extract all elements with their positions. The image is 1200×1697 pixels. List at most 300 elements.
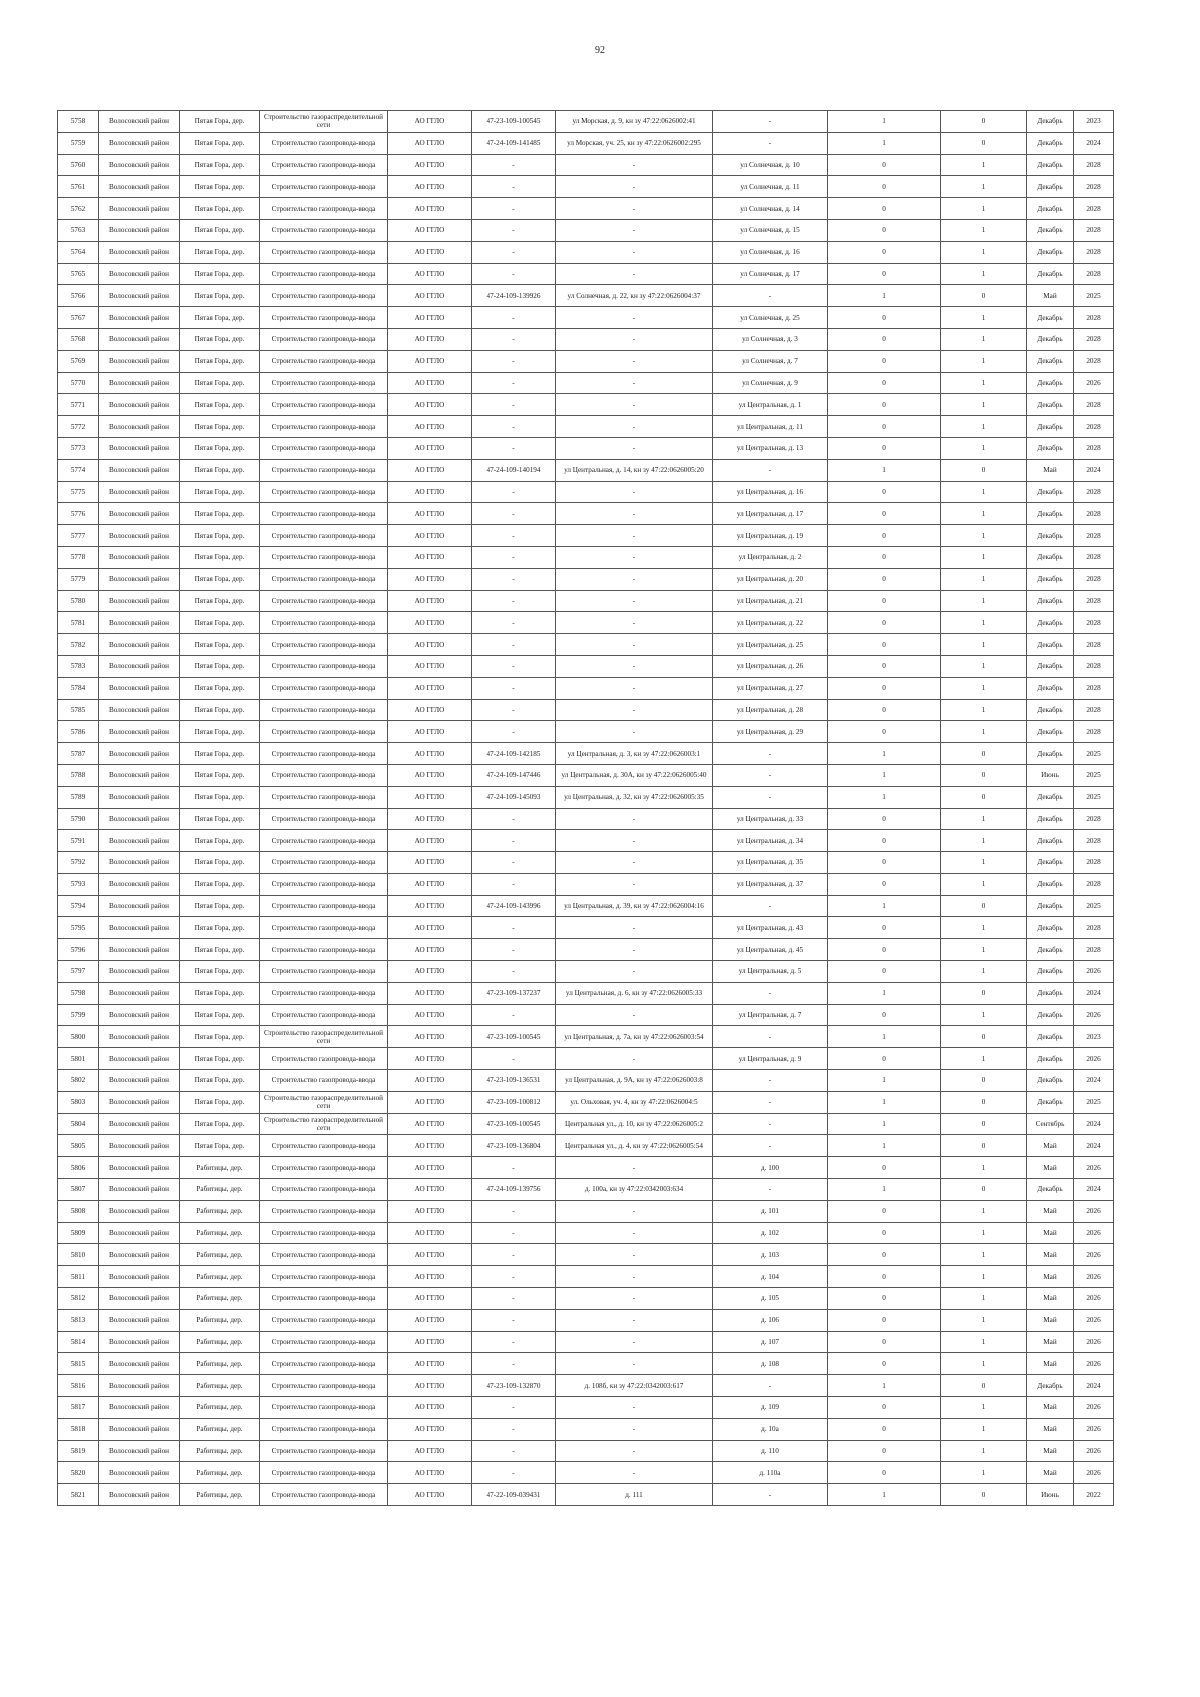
year-cell: 2024 [1074,459,1114,481]
contract-number-cell: 47-24-109-141485 [472,132,556,154]
district-cell: Волосовский район [99,394,180,416]
table-row [58,1331,1114,1353]
count-a-cell: 0 [828,655,941,677]
settlement-cell: Пятая Гора, дер. [180,1004,260,1026]
operator-cell: АО ГГЛО [388,917,472,939]
count-a-cell: 1 [828,132,941,154]
operator-cell: АО ГГЛО [388,1462,472,1484]
count-b-cell: 1 [941,416,1027,438]
settlement-cell: Рабитицы, дер. [180,1288,260,1310]
year-cell: 2024 [1074,1179,1114,1201]
cadastral-address-cell: - [556,873,713,895]
year-cell: 2028 [1074,830,1114,852]
row-number-cell: 5795 [58,917,99,939]
settlement-cell: Пятая Гора, дер. [180,176,260,198]
year-cell: 2023 [1074,1026,1114,1048]
month-cell: Декабрь [1027,677,1074,699]
work-type-cell: Строительство газопровода-ввода [260,394,388,416]
district-cell: Волосовский район [99,132,180,154]
operator-cell: АО ГГЛО [388,1288,472,1310]
operator-cell: АО ГГЛО [388,830,472,852]
month-cell: Декабрь [1027,1070,1074,1092]
contract-number-cell: 47-24-109-142185 [472,743,556,765]
month-cell: Май [1027,1353,1074,1375]
operator-cell: АО ГГЛО [388,1244,472,1266]
count-a-cell: 1 [828,1375,941,1397]
count-b-cell: 0 [941,132,1027,154]
count-b-cell: 1 [941,1397,1027,1419]
work-type-cell: Строительство газопровода-ввода [260,830,388,852]
year-cell: 2028 [1074,416,1114,438]
cadastral-address-cell: - [556,961,713,983]
address-cell: ул Центральная, д. 1 [713,394,828,416]
year-cell: 2024 [1074,1070,1114,1092]
address-cell: - [713,982,828,1004]
operator-cell: АО ГГЛО [388,1135,472,1157]
count-b-cell: 0 [941,111,1027,133]
month-cell: Декабрь [1027,437,1074,459]
cadastral-address-cell: - [556,503,713,525]
month-cell: Май [1027,1200,1074,1222]
operator-cell: АО ГГЛО [388,546,472,568]
count-a-cell: 1 [828,1026,941,1048]
work-type-cell: Строительство газопровода-ввода [260,154,388,176]
cadastral-address-cell: - [556,307,713,329]
count-a-cell: 1 [828,743,941,765]
district-cell: Волосовский район [99,1288,180,1310]
table-row [58,111,1114,133]
address-cell: ул Центральная, д. 43 [713,917,828,939]
count-b-cell: 1 [941,1266,1027,1288]
settlement-cell: Рабитицы, дер. [180,1266,260,1288]
district-cell: Волосовский район [99,481,180,503]
address-cell: - [713,285,828,307]
district-cell: Волосовский район [99,895,180,917]
settlement-cell: Пятая Гора, дер. [180,961,260,983]
page-number: 92 [595,45,605,56]
contract-number-cell: - [472,1222,556,1244]
operator-cell: АО ГГЛО [388,982,472,1004]
row-number-cell: 5812 [58,1288,99,1310]
count-a-cell: 0 [828,263,941,285]
count-b-cell: 1 [941,437,1027,459]
month-cell: Декабрь [1027,852,1074,874]
count-a-cell: 1 [828,786,941,808]
work-type-cell: Строительство газопровода-ввода [260,852,388,874]
contract-number-cell: - [472,481,556,503]
table-row [58,350,1114,372]
table-row [58,612,1114,634]
row-number-cell: 5793 [58,873,99,895]
table-row [58,132,1114,154]
cadastral-address-cell: - [556,416,713,438]
address-cell: - [713,895,828,917]
cadastral-address-cell: - [556,1266,713,1288]
settlement-cell: Пятая Гора, дер. [180,634,260,656]
operator-cell: АО ГГЛО [388,394,472,416]
work-type-cell: Строительство газопровода-ввода [260,1288,388,1310]
count-a-cell: 0 [828,241,941,263]
address-cell: ул Солнечная, д. 3 [713,328,828,350]
district-cell: Волосовский район [99,1200,180,1222]
count-b-cell: 1 [941,1353,1027,1375]
address-cell: - [713,1026,828,1048]
work-type-cell: Строительство газопровода-ввода [260,503,388,525]
district-cell: Волосовский район [99,241,180,263]
contract-number-cell: 47-24-109-139926 [472,285,556,307]
work-type-cell: Строительство газопровода-ввода [260,372,388,394]
count-b-cell: 1 [941,721,1027,743]
month-cell: Декабрь [1027,1048,1074,1070]
cadastral-address-cell: - [556,612,713,634]
count-b-cell: 0 [941,982,1027,1004]
district-cell: Волосовский район [99,743,180,765]
operator-cell: АО ГГЛО [388,961,472,983]
cadastral-address-cell: - [556,1048,713,1070]
year-cell: 2028 [1074,721,1114,743]
address-cell: ул Центральная, д. 13 [713,437,828,459]
work-type-cell: Строительство газопровода-ввода [260,764,388,786]
work-type-cell: Строительство газораспределительной сети [260,1113,388,1135]
cadastral-address-cell: - [556,328,713,350]
year-cell: 2026 [1074,1244,1114,1266]
district-cell: Волосовский район [99,677,180,699]
settlement-cell: Пятая Гора, дер. [180,895,260,917]
row-number-cell: 5778 [58,546,99,568]
month-cell: Декабрь [1027,219,1074,241]
operator-cell: АО ГГЛО [388,154,472,176]
operator-cell: АО ГГЛО [388,437,472,459]
table-row [58,655,1114,677]
cadastral-address-cell: - [556,590,713,612]
contract-number-cell: - [472,1004,556,1026]
row-number-cell: 5760 [58,154,99,176]
cadastral-address-cell: ул Морская, д. 9, кн зу 47:22:0626002:41 [556,111,713,133]
cadastral-address-cell: - [556,634,713,656]
row-number-cell: 5783 [58,655,99,677]
count-a-cell: 1 [828,1179,941,1201]
table-row [58,721,1114,743]
row-number-cell: 5814 [58,1331,99,1353]
year-cell: 2026 [1074,961,1114,983]
settlement-cell: Пятая Гора, дер. [180,307,260,329]
year-cell: 2026 [1074,1397,1114,1419]
operator-cell: АО ГГЛО [388,198,472,220]
contract-number-cell: - [472,1331,556,1353]
settlement-cell: Пятая Гора, дер. [180,1113,260,1135]
count-a-cell: 0 [828,1331,941,1353]
year-cell: 2028 [1074,808,1114,830]
contract-number-cell: 47-23-109-100545 [472,111,556,133]
row-number-cell: 5810 [58,1244,99,1266]
row-number-cell: 5820 [58,1462,99,1484]
address-cell: д. 107 [713,1331,828,1353]
contract-number-cell: - [472,612,556,634]
year-cell: 2028 [1074,176,1114,198]
count-a-cell: 0 [828,917,941,939]
settlement-cell: Рабитицы, дер. [180,1440,260,1462]
work-type-cell: Строительство газопровода-ввода [260,1222,388,1244]
cadastral-address-cell: - [556,1244,713,1266]
count-b-cell: 1 [941,176,1027,198]
count-a-cell: 0 [828,1244,941,1266]
district-cell: Волосовский район [99,1048,180,1070]
year-cell: 2028 [1074,852,1114,874]
count-a-cell: 0 [828,568,941,590]
cadastral-address-cell: ул. Ольховая, уч. 4, кн зу 47:22:0626004:5 [556,1091,713,1113]
row-number-cell: 5771 [58,394,99,416]
month-cell: Декабрь [1027,154,1074,176]
address-cell: д. 10а [713,1418,828,1440]
month-cell: Декабрь [1027,503,1074,525]
row-number-cell: 5787 [58,743,99,765]
year-cell: 2026 [1074,1353,1114,1375]
contract-number-cell: - [472,219,556,241]
count-b-cell: 1 [941,1222,1027,1244]
count-b-cell: 0 [941,1179,1027,1201]
address-cell: ул Центральная, д. 20 [713,568,828,590]
contract-number-cell: 47-23-109-100545 [472,1026,556,1048]
count-a-cell: 1 [828,764,941,786]
settlement-cell: Пятая Гора, дер. [180,699,260,721]
settlement-cell: Пятая Гора, дер. [180,1135,260,1157]
settlement-cell: Рабитицы, дер. [180,1179,260,1201]
cadastral-address-cell: - [556,1462,713,1484]
work-type-cell: Строительство газопровода-ввода [260,873,388,895]
settlement-cell: Пятая Гора, дер. [180,743,260,765]
address-cell: ул Центральная, д. 2 [713,546,828,568]
year-cell: 2024 [1074,982,1114,1004]
count-b-cell: 1 [941,154,1027,176]
work-type-cell: Строительство газопровода-ввода [260,634,388,656]
count-b-cell: 1 [941,612,1027,634]
settlement-cell: Пятая Гора, дер. [180,459,260,481]
settlement-cell: Пятая Гора, дер. [180,285,260,307]
district-cell: Волосовский район [99,917,180,939]
table-row [58,808,1114,830]
year-cell: 2026 [1074,1222,1114,1244]
district-cell: Волосовский район [99,1091,180,1113]
work-type-cell: Строительство газопровода-ввода [260,241,388,263]
row-number-cell: 5785 [58,699,99,721]
count-b-cell: 1 [941,1004,1027,1026]
table-row [58,328,1114,350]
count-a-cell: 1 [828,1484,941,1506]
district-cell: Волосовский район [99,590,180,612]
settlement-cell: Пятая Гора, дер. [180,939,260,961]
table-row [58,873,1114,895]
contract-number-cell: 47-24-109-139756 [472,1179,556,1201]
district-cell: Волосовский район [99,568,180,590]
operator-cell: АО ГГЛО [388,1179,472,1201]
month-cell: Май [1027,1440,1074,1462]
address-cell: - [713,1113,828,1135]
work-type-cell: Строительство газопровода-ввода [260,459,388,481]
count-b-cell: 0 [941,1026,1027,1048]
row-number-cell: 5777 [58,525,99,547]
cadastral-address-cell: ул Центральная, д. 30А, кн зу 47:22:0626005:40 [556,764,713,786]
cadastral-address-cell: - [556,1353,713,1375]
contract-number-cell: - [472,721,556,743]
settlement-cell: Рабитицы, дер. [180,1309,260,1331]
cadastral-address-cell: ул Центральная, д. 9А, кн зу 47:22:0626003:8 [556,1070,713,1092]
month-cell: Май [1027,459,1074,481]
row-number-cell: 5816 [58,1375,99,1397]
contract-number-cell: 47-24-109-143996 [472,895,556,917]
district-cell: Волосовский район [99,111,180,133]
cadastral-address-cell: - [556,241,713,263]
count-a-cell: 0 [828,350,941,372]
year-cell: 2024 [1074,1135,1114,1157]
table-row [58,1026,1114,1048]
operator-cell: АО ГГЛО [388,568,472,590]
month-cell: Декабрь [1027,895,1074,917]
month-cell: Декабрь [1027,655,1074,677]
count-b-cell: 1 [941,961,1027,983]
settlement-cell: Пятая Гора, дер. [180,525,260,547]
year-cell: 2028 [1074,590,1114,612]
cadastral-address-cell: - [556,808,713,830]
count-b-cell: 1 [941,1331,1027,1353]
work-type-cell: Строительство газопровода-ввода [260,328,388,350]
table-row [58,1048,1114,1070]
count-b-cell: 1 [941,1244,1027,1266]
work-type-cell: Строительство газопровода-ввода [260,481,388,503]
work-type-cell: Строительство газопровода-ввода [260,1440,388,1462]
year-cell: 2024 [1074,1375,1114,1397]
row-number-cell: 5817 [58,1397,99,1419]
row-number-cell: 5758 [58,111,99,133]
cadastral-address-cell: - [556,1200,713,1222]
district-cell: Волосовский район [99,503,180,525]
settlement-cell: Рабитицы, дер. [180,1397,260,1419]
work-type-cell: Строительство газопровода-ввода [260,895,388,917]
row-number-cell: 5765 [58,263,99,285]
table-row [58,1440,1114,1462]
work-type-cell: Строительство газопровода-ввода [260,743,388,765]
cadastral-address-cell: - [556,394,713,416]
contract-number-cell: - [472,241,556,263]
work-type-cell: Строительство газопровода-ввода [260,1353,388,1375]
row-number-cell: 5781 [58,612,99,634]
district-cell: Волосовский район [99,416,180,438]
table-row [58,961,1114,983]
count-b-cell: 0 [941,1113,1027,1135]
operator-cell: АО ГГЛО [388,263,472,285]
settlement-cell: Рабитицы, дер. [180,1157,260,1179]
count-b-cell: 1 [941,546,1027,568]
cadastral-address-cell: д. 100а, кн зу 47:22:0342003:634 [556,1179,713,1201]
table-row [58,459,1114,481]
cadastral-address-cell: ул Центральная, д. 32, кн зу 47:22:0626005:35 [556,786,713,808]
cadastral-address-cell: - [556,437,713,459]
work-type-cell: Строительство газопровода-ввода [260,1244,388,1266]
count-b-cell: 1 [941,939,1027,961]
contract-number-cell: - [472,328,556,350]
work-type-cell: Строительство газопровода-ввода [260,808,388,830]
count-b-cell: 1 [941,808,1027,830]
contract-number-cell: - [472,1288,556,1310]
address-cell: - [713,1375,828,1397]
month-cell: Май [1027,1266,1074,1288]
operator-cell: АО ГГЛО [388,241,472,263]
year-cell: 2026 [1074,1266,1114,1288]
contract-number-cell: - [472,655,556,677]
count-b-cell: 1 [941,634,1027,656]
table-row [58,219,1114,241]
work-type-cell: Строительство газопровода-ввода [260,1484,388,1506]
operator-cell: АО ГГЛО [388,677,472,699]
count-a-cell: 0 [828,939,941,961]
count-a-cell: 0 [828,1157,941,1179]
work-type-cell: Строительство газопровода-ввода [260,1418,388,1440]
row-number-cell: 5794 [58,895,99,917]
address-cell: ул Солнечная, д. 10 [713,154,828,176]
contract-number-cell: - [472,1048,556,1070]
year-cell: 2028 [1074,263,1114,285]
settlement-cell: Пятая Гора, дер. [180,721,260,743]
table-row [58,1244,1114,1266]
work-type-cell: Строительство газопровода-ввода [260,263,388,285]
table-row [58,568,1114,590]
count-b-cell: 1 [941,699,1027,721]
work-type-cell: Строительство газопровода-ввода [260,982,388,1004]
row-number-cell: 5807 [58,1179,99,1201]
contract-number-cell: - [472,1353,556,1375]
work-type-cell: Строительство газопровода-ввода [260,1309,388,1331]
district-cell: Волосовский район [99,459,180,481]
row-number-cell: 5797 [58,961,99,983]
year-cell: 2028 [1074,154,1114,176]
district-cell: Волосовский район [99,655,180,677]
settlement-cell: Пятая Гора, дер. [180,1091,260,1113]
year-cell: 2025 [1074,786,1114,808]
table-row [58,677,1114,699]
work-type-cell: Строительство газопровода-ввода [260,132,388,154]
work-type-cell: Строительство газопровода-ввода [260,1157,388,1179]
row-number-cell: 5803 [58,1091,99,1113]
row-number-cell: 5764 [58,241,99,263]
row-number-cell: 5791 [58,830,99,852]
address-cell: - [713,132,828,154]
district-cell: Волосовский район [99,1222,180,1244]
work-type-cell: Строительство газопровода-ввода [260,437,388,459]
row-number-cell: 5772 [58,416,99,438]
row-number-cell: 5761 [58,176,99,198]
work-type-cell: Строительство газопровода-ввода [260,525,388,547]
settlement-cell: Рабитицы, дер. [180,1484,260,1506]
cadastral-address-cell: ул Центральная, д. 39, кн зу 47:22:0626004:16 [556,895,713,917]
row-number-cell: 5773 [58,437,99,459]
address-cell: д. 101 [713,1200,828,1222]
count-a-cell: 1 [828,111,941,133]
cadastral-address-cell: Центральная ул., д. 4, кн зу 47:22:0626005:54 [556,1135,713,1157]
settlement-cell: Пятая Гора, дер. [180,241,260,263]
work-type-cell: Строительство газопровода-ввода [260,350,388,372]
table-row [58,1353,1114,1375]
work-type-cell: Строительство газопровода-ввода [260,1397,388,1419]
address-cell: - [713,743,828,765]
table-row [58,503,1114,525]
settlement-cell: Пятая Гора, дер. [180,503,260,525]
address-cell: - [713,1091,828,1113]
operator-cell: АО ГГЛО [388,895,472,917]
count-b-cell: 0 [941,1375,1027,1397]
count-b-cell: 1 [941,525,1027,547]
count-b-cell: 1 [941,503,1027,525]
data-table [57,110,1114,1506]
operator-cell: АО ГГЛО [388,1026,472,1048]
